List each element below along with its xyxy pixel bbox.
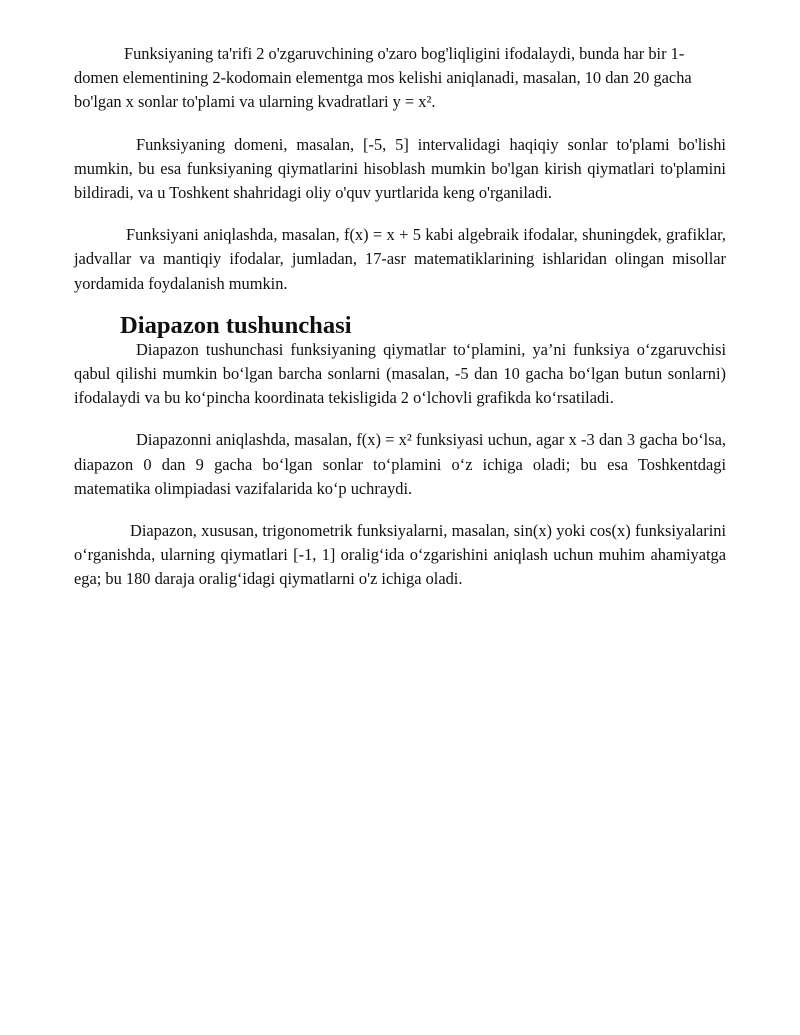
paragraph-function-definition-methods: Funksiyani aniqlashda, masalan, f(x) = x + 5 kabi algebraik ifodalar, shuningdek, grafiklar, jadvallar va mantiqiy ifodalar, jumladan, 17-asr matematiklarining ishlaridan olingan misollar yordamida foydalanish mumkin. bbox=[74, 225, 726, 293]
paragraph-range-concept: Diapazon tushunchasi funksiyaning qiymatlar to‘plamini, ya’ni funksiya o‘zgaruvchisi qabul qilishi mumkin bo‘lgan barcha sonlarni (masalan, -5 dan 10 gacha bo‘lgan butun sonlarni) ifodalaydi va bu ko‘pincha koordinata tekisligida 2 o‘lchovli grafikda ko‘rsatiladi. bbox=[74, 339, 726, 408]
paragraph-range-determination: Diapazonni aniqlashda, masalan, f(x) = x² funksiyasi uchun, agar x -3 dan 3 gacha bo‘lsa, diapazon 0 dan 9 gacha bo‘lgan sonlar to‘plamini o‘z ichiga oladi; bu esa Toshkentdagi matematika olimpiadasi vazifalarida ko‘p uchraydi. bbox=[74, 430, 726, 498]
document-page bbox=[74, 42, 726, 610]
paragraph-function-definition: Funksiyaning ta'rifi 2 o'zgaruvchining o'zaro bog'liqligini ifodalaydi, bunda har bir 1-domen elementining 2-kodomain elementga mos kelishi aniqlanadi, masalan, 10 dan 20 gacha bo'lgan x sonlar to'plami va ularning kvadratlari y = x². bbox=[74, 44, 692, 112]
section-heading-range: Diapazon tushunchasi bbox=[120, 311, 352, 339]
paragraph-function-domain: Funksiyaning domeni, masalan, [-5, 5] intervalidagi haqiqiy sonlar to'plami bo'lishi mumkin, bu esa funksiyaning qiymatlarini hisoblash mumkin bo'lgan kirish qiymatlari to'plamini bildiradi, va u Toshkent shahridagi oliy o'quv yurtlarida keng o'rganiladi. bbox=[74, 134, 726, 203]
paragraph-range-trigonometric: Diapazon, xususan, trigonometrik funksiyalarni, masalan, sin(x) yoki cos(x) funksiyalarini o‘rganishda, ularning qiymatlari [-1, 1] oralig‘ida o‘zgarishini aniqlash uchun muhim ahamiyatga ega; bu 180 daraja oralig‘idagi qiymatlarni o'z ichiga oladi. bbox=[74, 521, 726, 589]
